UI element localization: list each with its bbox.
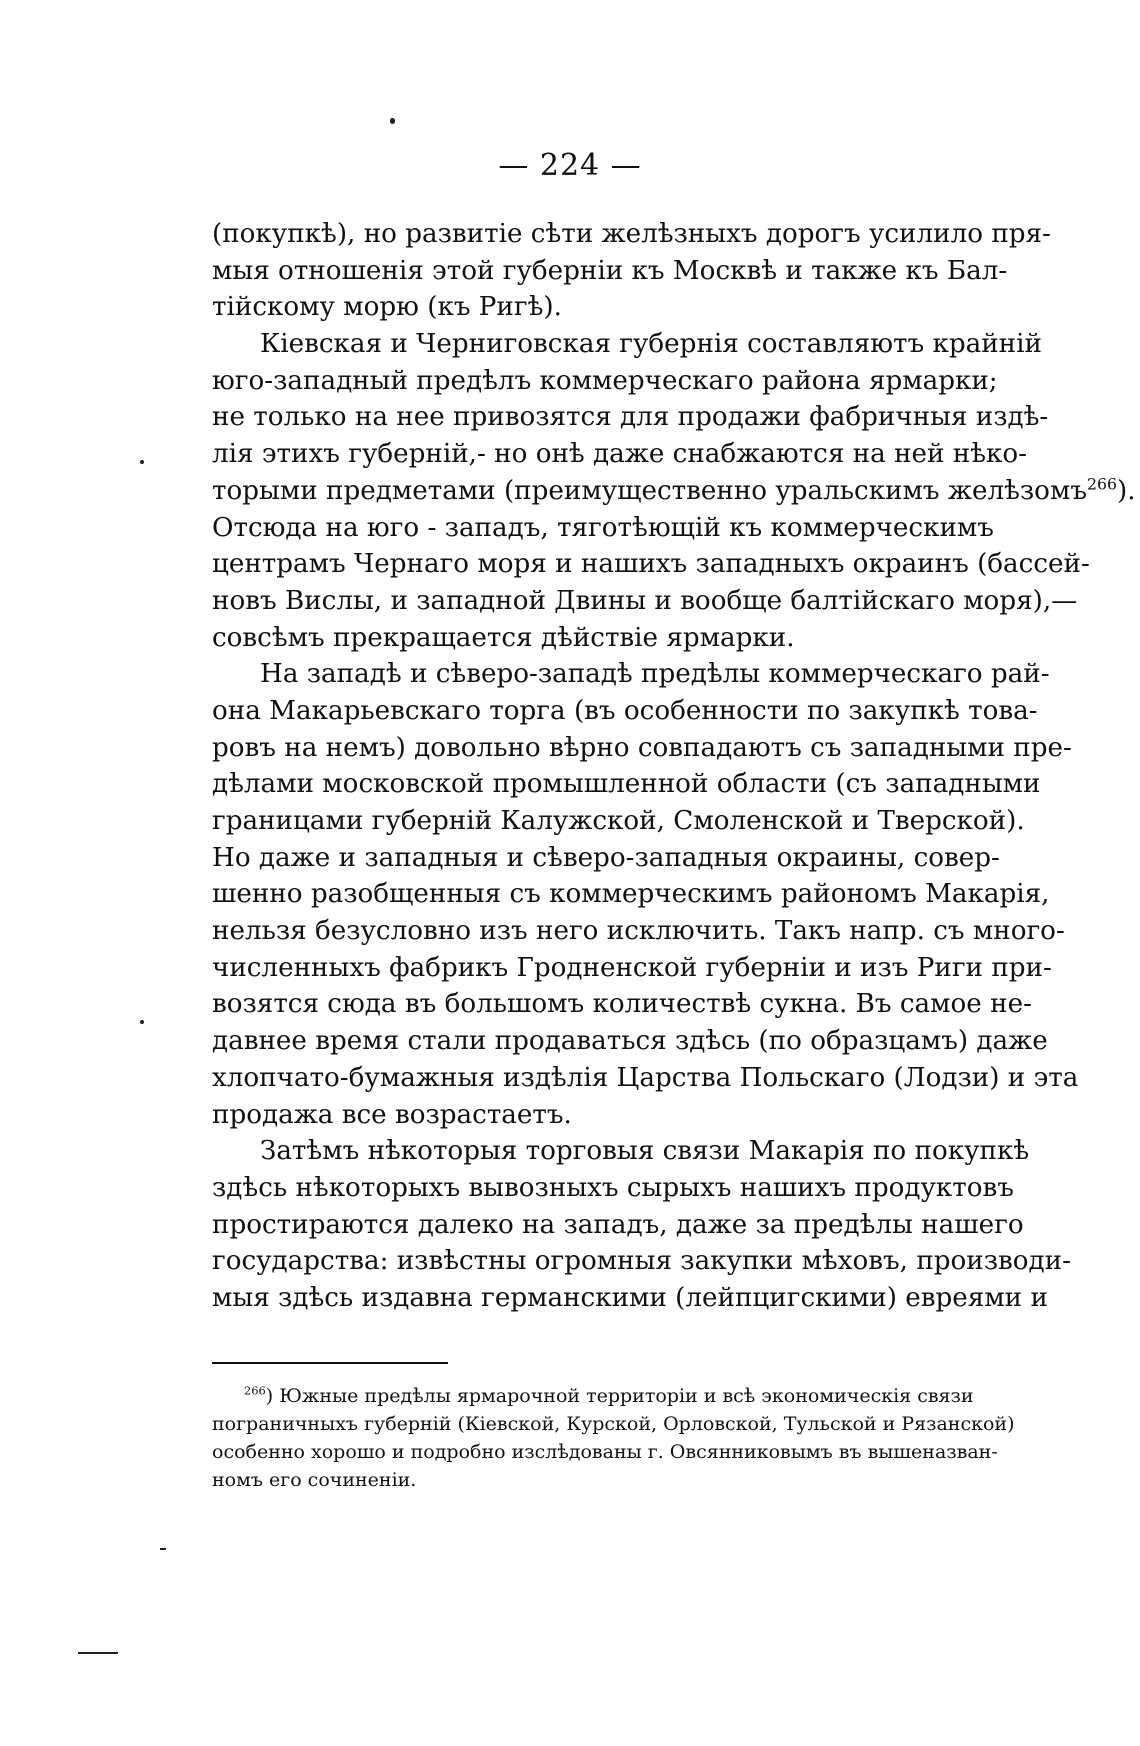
text-line: новъ Вислы, и западной Двины и вообще балтійскаго моря),—	[212, 585, 1078, 616]
text-line: На западѣ и сѣверо-западѣ предѣлы коммерческаго рай-	[260, 659, 1050, 690]
text-line: дѣлами московской промышленной области (съ западными	[212, 769, 1041, 800]
footnote-line: номъ его сочиненіи.	[212, 1469, 417, 1491]
text-line: не только на нее привозятся для продажи фабричныя издѣ-	[212, 402, 1049, 433]
text-line: тійскому морю (къ Ригѣ).	[212, 292, 562, 323]
footnote-divider	[212, 1362, 448, 1364]
text-line: шенно разобщенныя съ коммерческимъ райономъ Макарія,	[212, 879, 1050, 910]
text-line: Затѣмъ нѣкоторыя торговыя связи Макарія по покупкѣ	[260, 1136, 1030, 1167]
text-line: она Макарьевскаго торга (въ особенности по закупкѣ това-	[212, 695, 1038, 726]
text-segment: торыми предметами (преимущественно уральскимъ желѣзомъ	[212, 475, 1087, 506]
text-line: государства: извѣстны огромныя закупки мѣховъ, производи-	[212, 1246, 1071, 1277]
main-text	[212, 216, 1136, 1317]
footnote-ref[interactable]: 266	[1086, 474, 1117, 494]
text-line: возятся сюда въ большомъ количествѣ сукна. Въ самое не-	[212, 989, 1032, 1020]
text-line: Отсюда на юго - западъ, тяготѣющій къ коммерческимъ	[212, 512, 994, 543]
scan-mark	[140, 460, 144, 464]
text-line: (покупкѣ), но развитіе сѣти желѣзныхъ дорогъ усилило пря-	[212, 219, 1051, 249]
footnote-line: особенно хорошо и подробно изслѣдованы г. Овсянниковымъ въ вышеназван-	[212, 1441, 998, 1463]
footnote-line: пограничныхъ губерній (Кіевской, Курской, Орловской, Тульской и Рязанской)	[212, 1413, 1015, 1435]
page-number: — 224 —	[498, 148, 642, 183]
text-line: численныхъ фабрикъ Гродненской губерніи и изъ Риги при-	[212, 952, 1052, 983]
text-line: нельзя безусловно изъ него исключить. Такъ напр. съ много-	[212, 916, 1065, 947]
scan-mark	[140, 1020, 144, 1024]
paragraph-1	[212, 216, 1051, 326]
text-line: мыя отношенія этой губерніи къ Москвѣ и также къ Бал-	[212, 255, 1008, 286]
scan-mark	[78, 1652, 118, 1654]
text-line: совсѣмъ прекращается дѣйствіе ярмарки.	[212, 622, 795, 653]
footnote-text: ) Южные предѣлы ярмарочной территоріи и всѣ экономическія связи	[265, 1385, 974, 1407]
text-line: границами губерній Калужской, Смоленской и Тверской).	[212, 806, 1025, 836]
text-line: мыя здѣсь издавна германскими (лейпцигскими) евреями и	[212, 1282, 1048, 1313]
paragraph-2	[212, 326, 1136, 656]
text-line: ровъ на немъ) довольно вѣрно совпадаютъ съ западными пре-	[212, 732, 1072, 763]
text-line: юго-западный предѣлъ коммерческаго района ярмарки;	[212, 365, 998, 396]
text-segment: ).	[1117, 475, 1136, 506]
text-line: Кіевская и Черниговская губернія составляютъ крайній	[260, 329, 1042, 360]
text-line: давнее время стали продаваться здѣсь (по образцамъ) даже	[212, 1026, 1048, 1057]
text-line: здѣсь нѣкоторыхъ вывозныхъ сырыхъ нашихъ продуктовъ	[212, 1172, 1014, 1203]
text-line: хлопчато-бумажныя издѣлія Царства Польскаго (Лодзи) и эта	[212, 1062, 1079, 1093]
text-line: лія этихъ губерній,- но онѣ даже снабжаются на ней нѣко-	[212, 439, 1028, 470]
text-line: центрамъ Чернаго моря и нашихъ западныхъ окраинъ (бассей-	[212, 549, 1090, 580]
paragraph-3	[212, 656, 1079, 1133]
text-line: продажа все возрастаетъ.	[212, 1099, 572, 1130]
footnote	[212, 1382, 1015, 1494]
scan-mark	[160, 1548, 166, 1550]
text-line-with-footnote-ref	[212, 473, 1136, 510]
text-line: Но даже и западныя и сѣверо-западныя окраины, совер-	[212, 842, 1000, 873]
footnote-line	[212, 1382, 972, 1410]
text-line: простираются далеко на западъ, даже за предѣлы нашего	[212, 1209, 1024, 1240]
scan-mark	[390, 118, 395, 124]
paragraph-4	[212, 1133, 1071, 1316]
footnote-marker: 266	[244, 1383, 266, 1398]
